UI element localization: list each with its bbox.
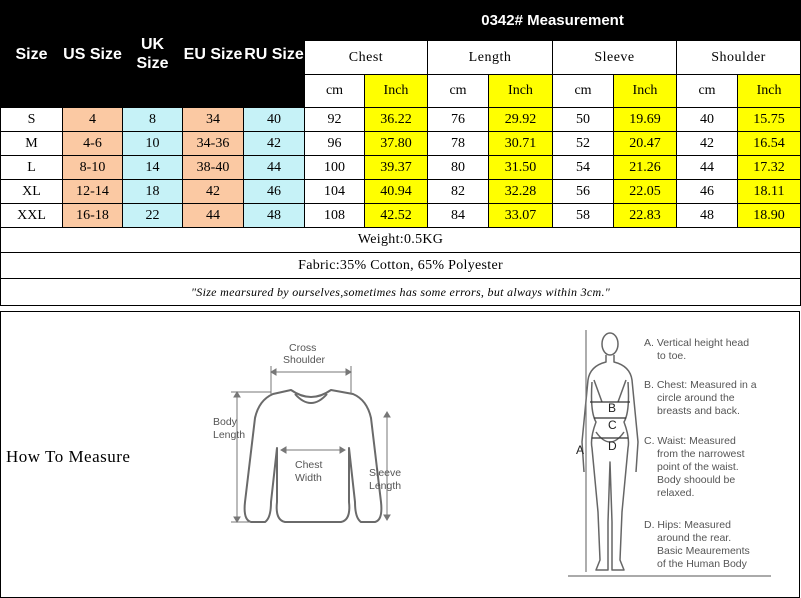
chest-header: Chest — [305, 41, 428, 75]
chest-width-label-1: Chest — [295, 459, 323, 471]
cell-sleeve-in: 19.69 — [614, 108, 677, 132]
cell-uk: 18 — [123, 180, 183, 204]
body-swimsuit-straps — [594, 380, 626, 402]
cell-eu: 42 — [183, 180, 244, 204]
garment-outline — [245, 390, 382, 522]
cell-us: 12-14 — [63, 180, 123, 204]
cell-sleeve-in: 21.26 — [614, 156, 677, 180]
fabric-note: Fabric:35% Cotton, 65% Polyester — [1, 253, 801, 279]
length-inch-header: Inch — [489, 75, 553, 108]
cell-chest-cm: 108 — [305, 204, 365, 228]
cell-size: S — [1, 108, 63, 132]
cell-sleeve-in: 20.47 — [614, 132, 677, 156]
cell-eu: 44 — [183, 204, 244, 228]
note-b-2: circle around the — [657, 392, 735, 404]
note-d-1: D. Hips: Measured — [644, 519, 731, 531]
sleeve-length-label-2: Length — [369, 480, 402, 492]
marker-d: D — [608, 439, 617, 453]
chest-width-label-2: Width — [295, 472, 322, 484]
cell-sleeve-cm: 56 — [553, 180, 614, 204]
cell-length-in: 29.92 — [489, 108, 553, 132]
cell-shoulder-in: 16.54 — [738, 132, 801, 156]
body-head — [602, 333, 618, 355]
cell-ru: 40 — [244, 108, 305, 132]
cell-eu: 38-40 — [183, 156, 244, 180]
note-b-3: breasts and back. — [657, 405, 740, 417]
cell-shoulder-in: 18.90 — [738, 204, 801, 228]
table-row — [1, 156, 801, 180]
cell-length-cm: 84 — [428, 204, 489, 228]
chest-inch-header: Inch — [365, 75, 428, 108]
cell-size: M — [1, 132, 63, 156]
table-row — [1, 180, 801, 204]
cell-chest-in: 37.80 — [365, 132, 428, 156]
cell-length-cm: 80 — [428, 156, 489, 180]
cell-length-in: 31.50 — [489, 156, 553, 180]
sleeve-inch-header: Inch — [614, 75, 677, 108]
shoulder-inch-header: Inch — [738, 75, 801, 108]
cell-size: XL — [1, 180, 63, 204]
cell-chest-in: 42.52 — [365, 204, 428, 228]
how-to-measure-panel — [0, 311, 800, 598]
table-row — [1, 132, 801, 156]
cell-sleeve-in: 22.05 — [614, 180, 677, 204]
cell-ru: 48 — [244, 204, 305, 228]
shoulder-header: Shoulder — [677, 41, 801, 75]
ru-size-header: RU Size — [244, 1, 305, 108]
note-d-2: around the rear. — [657, 532, 732, 544]
shoulder-cm-header: cm — [677, 75, 738, 108]
uk-size-header: UK Size — [123, 1, 183, 108]
note-c-1: C. Waist: Measured — [644, 435, 736, 447]
cell-sleeve-cm: 52 — [553, 132, 614, 156]
sleeve-cm-header: cm — [553, 75, 614, 108]
cell-us: 8-10 — [63, 156, 123, 180]
size-header: Size — [1, 1, 63, 108]
weight-note: Weight:0.5KG — [1, 228, 801, 253]
cell-shoulder-in: 17.32 — [738, 156, 801, 180]
cell-shoulder-in: 15.75 — [738, 108, 801, 132]
cell-length-cm: 76 — [428, 108, 489, 132]
garment-diagram — [211, 342, 421, 542]
table-row — [1, 108, 801, 132]
cell-ru: 44 — [244, 156, 305, 180]
cell-length-cm: 82 — [428, 180, 489, 204]
cross-shoulder-label-1: Cross — [289, 342, 317, 354]
cell-shoulder-in: 18.11 — [738, 180, 801, 204]
measurement-title: 0342# Measurement — [305, 1, 801, 41]
body-length-label-2: Length — [213, 429, 246, 441]
note-d-3: Basic Meaurements — [657, 545, 750, 557]
cell-us: 4-6 — [63, 132, 123, 156]
cell-chest-in: 40.94 — [365, 180, 428, 204]
cell-length-in: 33.07 — [489, 204, 553, 228]
note-c-4: Body shoould be — [657, 474, 736, 486]
cell-chest-in: 36.22 — [365, 108, 428, 132]
cross-shoulder-label-2: Shoulder — [283, 354, 326, 366]
cell-sleeve-in: 22.83 — [614, 204, 677, 228]
cell-eu: 34-36 — [183, 132, 244, 156]
cell-sleeve-cm: 54 — [553, 156, 614, 180]
chest-cm-header: cm — [305, 75, 365, 108]
note-a-2: to toe. — [657, 350, 687, 362]
cell-us: 16-18 — [63, 204, 123, 228]
cell-shoulder-cm: 42 — [677, 132, 738, 156]
cell-size: XXL — [1, 204, 63, 228]
cell-uk: 8 — [123, 108, 183, 132]
cell-eu: 34 — [183, 108, 244, 132]
cell-uk: 14 — [123, 156, 183, 180]
cell-shoulder-cm: 44 — [677, 156, 738, 180]
cell-chest-cm: 104 — [305, 180, 365, 204]
cell-length-in: 32.28 — [489, 180, 553, 204]
note-c-5: relaxed. — [657, 487, 695, 499]
length-cm-header: cm — [428, 75, 489, 108]
cell-sleeve-cm: 50 — [553, 108, 614, 132]
marker-b: B — [608, 401, 617, 415]
marker-a: A — [576, 443, 585, 457]
cell-uk: 10 — [123, 132, 183, 156]
cell-uk: 22 — [123, 204, 183, 228]
length-header: Length — [428, 41, 553, 75]
us-size-header: US Size — [63, 1, 123, 108]
cell-ru: 46 — [244, 180, 305, 204]
body-length-label-1: Body — [213, 416, 237, 428]
cell-length-in: 30.71 — [489, 132, 553, 156]
sleeve-length-label-1: Sleeve — [369, 467, 402, 479]
eu-size-header: EU Size — [183, 1, 244, 108]
cell-size: L — [1, 156, 63, 180]
how-to-measure-label: How To Measure — [6, 447, 131, 466]
sleeve-header: Sleeve — [553, 41, 677, 75]
note-a-1: A. Vertical height head — [644, 337, 750, 349]
cell-sleeve-cm: 58 — [553, 204, 614, 228]
cell-chest-in: 39.37 — [365, 156, 428, 180]
table-row — [1, 204, 801, 228]
disclaimer-note: "Size mearsured by ourselves,sometimes has some errors, but always within 3cm." — [1, 279, 801, 306]
cell-us: 4 — [63, 108, 123, 132]
cell-ru: 42 — [244, 132, 305, 156]
cell-chest-cm: 92 — [305, 108, 365, 132]
body-diagram — [566, 322, 796, 590]
cell-shoulder-cm: 46 — [677, 180, 738, 204]
cell-shoulder-cm: 48 — [677, 204, 738, 228]
cell-shoulder-cm: 40 — [677, 108, 738, 132]
marker-c: C — [608, 418, 617, 432]
cell-chest-cm: 100 — [305, 156, 365, 180]
note-c-2: from the narrowest — [657, 448, 745, 460]
cell-chest-cm: 96 — [305, 132, 365, 156]
note-d-4: of the Human Body — [657, 558, 747, 570]
cell-length-cm: 78 — [428, 132, 489, 156]
note-b-1: B. Chest: Measured in a — [644, 379, 757, 391]
note-c-3: point of the waist. — [657, 461, 739, 473]
